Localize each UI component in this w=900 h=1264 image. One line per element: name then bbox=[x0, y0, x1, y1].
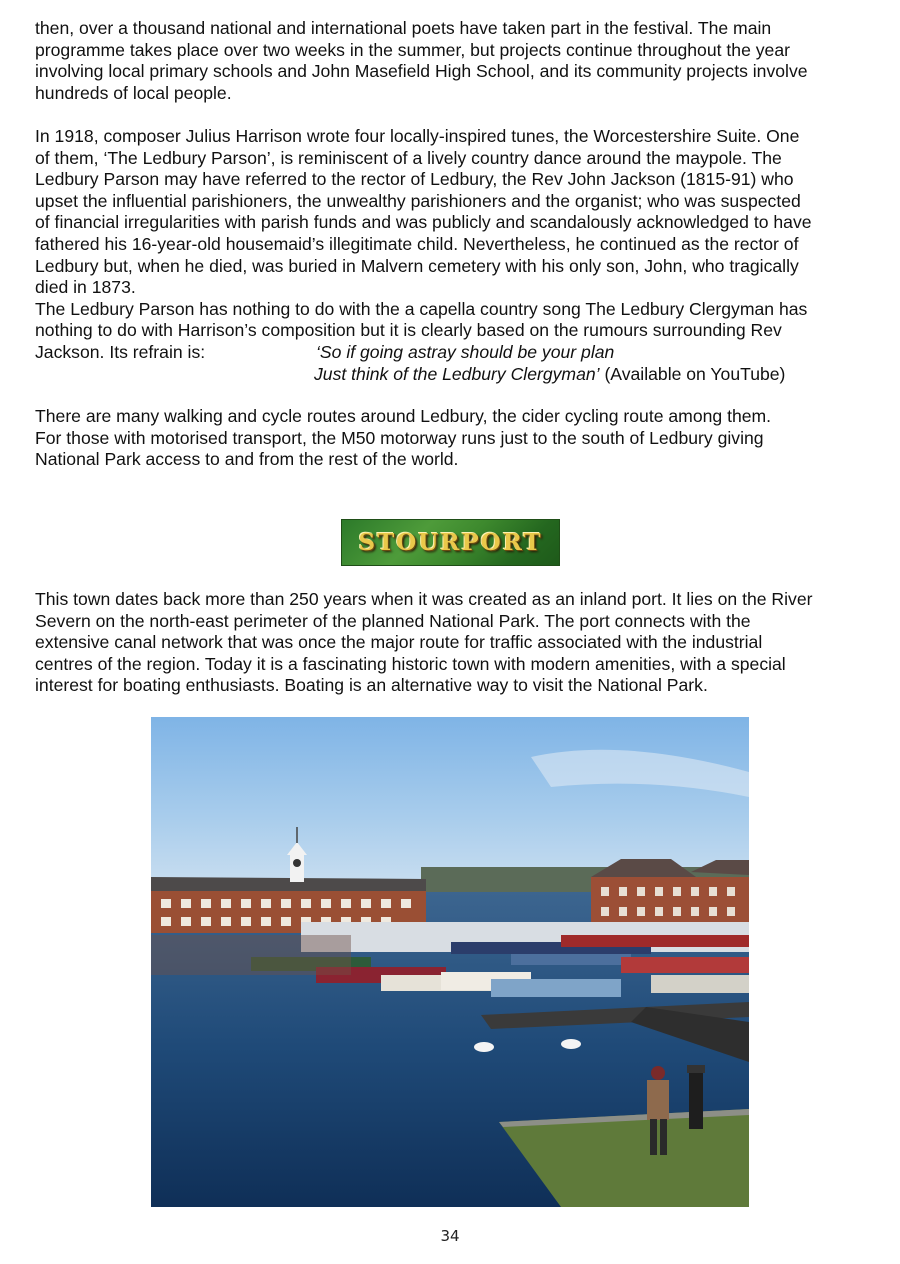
text-line: nothing to do with Harrison’s composition but it is clearly based on the rumours surrounding Rev bbox=[35, 320, 782, 341]
refrain-intro: Jackson. Its refrain is: bbox=[35, 341, 206, 362]
intro-paragraph bbox=[35, 18, 875, 104]
text-line: extensive canal network that was once the major route for traffic associated with the industrial bbox=[35, 632, 763, 653]
text-line: of financial irregularities with parish funds and was publicly and scandalously acknowledged to have bbox=[35, 212, 812, 233]
refrain-line-2-wrap bbox=[314, 364, 785, 386]
harrison-paragraph bbox=[35, 126, 875, 385]
text-line: hundreds of local people. bbox=[35, 82, 232, 103]
refrain-row-2 bbox=[35, 364, 875, 386]
text-line: The Ledbury Parson has nothing to do with the a capella country song The Ledbury Clergyman has bbox=[35, 298, 808, 319]
text-line: In 1918, composer Julius Harrison wrote four locally-inspired tunes, the Worcestershire Suite. One bbox=[35, 126, 800, 146]
text-line: Ledbury but, when he died, was buried in Malvern cemetery with his only son, John, who tragically bbox=[35, 255, 799, 276]
text-line: There are many walking and cycle routes around Ledbury, the cider cycling route among them. bbox=[35, 406, 772, 426]
text-line: involving local primary schools and John Masefield High School, and its community projects involve bbox=[35, 61, 808, 82]
refrain-row-1 bbox=[35, 342, 875, 364]
text-line: upset the influential parishioners, the unwealthy parishioners and the organist; who was suspected bbox=[35, 190, 801, 211]
text-line: Ledbury Parson may have referred to the rector of Ledbury, the Rev John Jackson (1815-91) who bbox=[35, 169, 794, 190]
text-line: then, over a thousand national and international poets have taken part in the festival. The main bbox=[35, 18, 772, 38]
refrain-note: (Available on YouTube) bbox=[599, 363, 786, 384]
text-line: This town dates back more than 250 years when it was created as an inland port. It lies on the River bbox=[35, 589, 813, 609]
stourport-basin-photo bbox=[151, 717, 749, 1207]
text-line: of them, ‘The Ledbury Parson’, is reminiscent of a lively country dance around the maypole. The bbox=[35, 147, 782, 168]
photo-illustration bbox=[151, 717, 749, 1207]
text-line: fathered his 16-year-old housemaid’s illegitimate child. Nevertheless, he continued as the rector of bbox=[35, 233, 799, 254]
page-number: 34 bbox=[440, 1227, 460, 1245]
text-line: National Park access to and from the rest of the world. bbox=[35, 449, 459, 470]
text-line: For those with motorised transport, the M50 motorway runs just to the south of Ledbury giving bbox=[35, 427, 764, 448]
text-line: died in 1873. bbox=[35, 277, 136, 298]
banner-title: STOURPORT bbox=[358, 529, 543, 556]
text-line: interest for boating enthusiasts. Boating is an alternative way to visit the National Park. bbox=[35, 675, 708, 696]
text-line: Severn on the north-east perimeter of the planned National Park. The port connects with the bbox=[35, 610, 751, 631]
text-line: centres of the region. Today it is a fascinating historic town with modern amenities, with a special bbox=[35, 653, 786, 674]
refrain-line-1: ‘So if going astray should be your plan bbox=[316, 341, 615, 362]
stourport-banner bbox=[341, 519, 560, 566]
refrain-line-2: Just think of the Ledbury Clergyman’ bbox=[314, 363, 600, 384]
routes-paragraph bbox=[35, 406, 875, 471]
stourport-paragraph bbox=[35, 589, 875, 697]
text-line: programme takes place over two weeks in the summer, but projects continue throughout the year bbox=[35, 39, 790, 60]
